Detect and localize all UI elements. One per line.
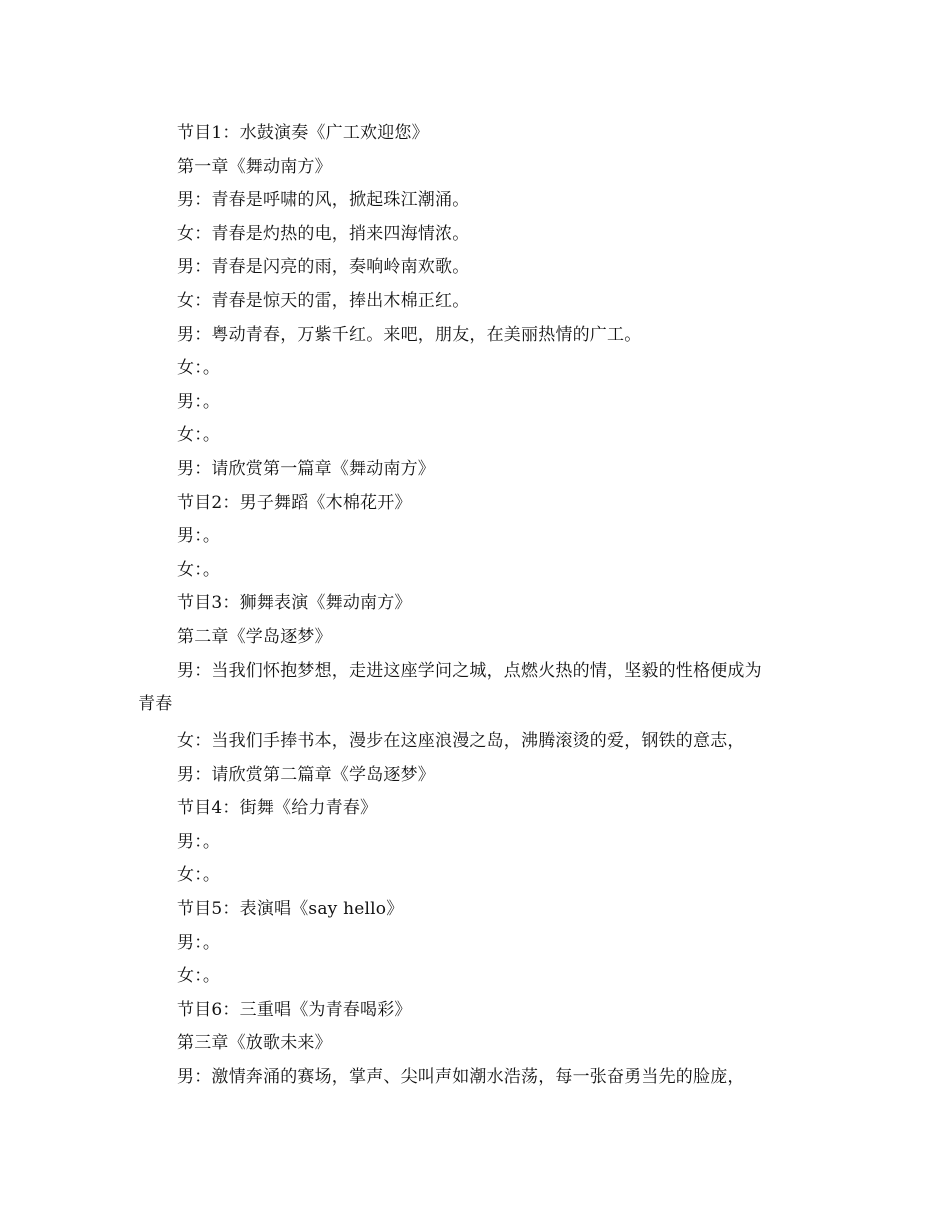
script-line: 男：青春是呼啸的风，掀起珠江潮涌。 <box>177 190 470 211</box>
script-line: 男：粤动青春，万紫千红。来吧，朋友，在美丽热情的广工。 <box>177 324 642 345</box>
script-line: 男：当我们怀抱梦想，走进这座学问之城，点燃火热的情，坚毅的性格便成为 <box>177 660 762 681</box>
script-line: 男：。 <box>177 831 221 852</box>
script-line: 女：当我们手捧书本，漫步在这座浪漫之岛，沸腾滚烫的爱，钢铁的意志， <box>177 731 745 752</box>
script-line: 男：激情奔涌的赛场，掌声、尖叫声如潮水浩荡，每一张奋勇当先的脸庞， <box>177 1067 745 1088</box>
chapter-1-heading: 第一章《舞动南方》 <box>177 156 332 177</box>
program-3-line: 节目3：狮舞表演《舞动南方》 <box>177 593 412 614</box>
script-line: 男：。 <box>177 391 221 412</box>
program-1-line: 节目1：水鼓演奏《广工欢迎您》 <box>177 123 429 143</box>
script-line: 女：。 <box>177 966 221 987</box>
script-line: 女：。 <box>177 559 221 580</box>
program-6-line: 节目6：三重唱《为青春喝彩》 <box>177 999 412 1020</box>
script-line: 女：。 <box>177 865 221 886</box>
script-line: 女：。 <box>177 425 221 446</box>
script-line: 男：请欣赏第二篇章《学岛逐梦》 <box>177 764 435 785</box>
script-line: 男：。 <box>177 932 221 953</box>
script-line: 男：请欣赏第一篇章《舞动南方》 <box>177 458 435 479</box>
script-line-continuation: 青春 <box>138 694 173 715</box>
program-2-line: 节目2：男子舞蹈《木棉花开》 <box>177 492 412 513</box>
script-line: 男：青春是闪亮的雨，奏响岭南欢歌。 <box>177 257 470 278</box>
script-line: 男：。 <box>177 526 221 547</box>
document-body <box>138 117 828 1095</box>
program-4-line: 节目4：街舞《给力青春》 <box>177 798 378 819</box>
script-line: 女：。 <box>177 358 221 379</box>
script-line: 女：青春是惊天的雷，捧出木棉正红。 <box>177 290 470 311</box>
program-5-line: 节目5：表演唱《say hello》 <box>177 899 404 920</box>
chapter-3-heading: 第三章《放歌未来》 <box>177 1033 332 1054</box>
script-line: 女：青春是灼热的电，捎来四海情浓。 <box>177 223 470 244</box>
chapter-2-heading: 第二章《学岛逐梦》 <box>177 626 332 647</box>
